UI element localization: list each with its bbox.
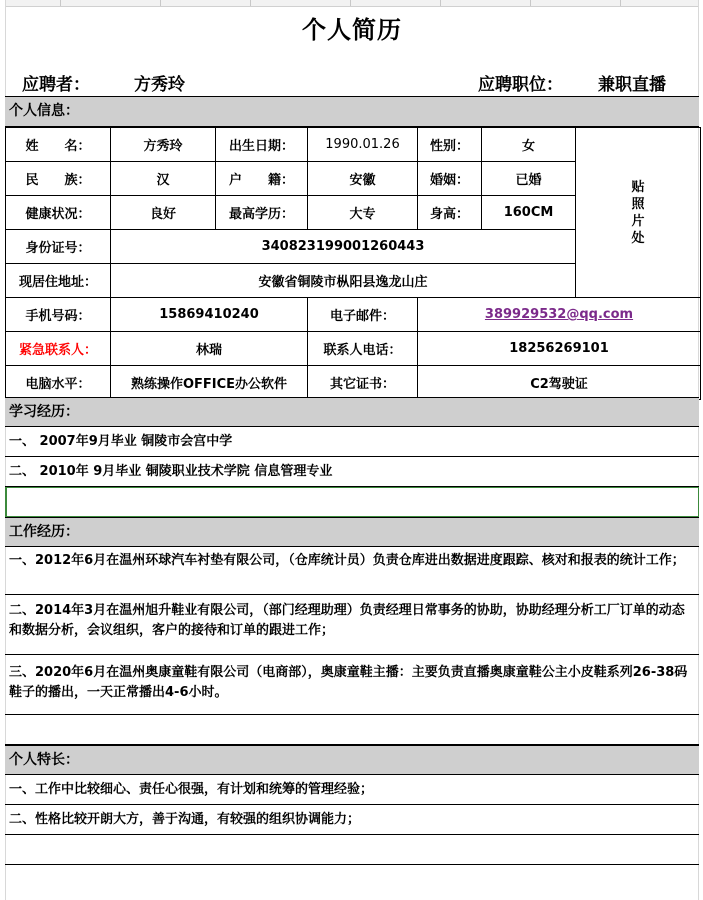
education-level-label: 最高学历： xyxy=(216,196,308,230)
education-item-1[interactable]: 一、 2007年9月毕业 铜陵市会宫中学 xyxy=(5,427,699,457)
id-label: 身份证号： xyxy=(6,230,111,264)
name-value[interactable]: 方秀玲 xyxy=(111,128,216,162)
computer-level-label: 电脑水平： xyxy=(6,366,111,400)
marital-value[interactable]: 已婚 xyxy=(482,162,576,196)
phone-label: 手机号码： xyxy=(6,298,111,332)
birth-value[interactable]: 1990.01.26 xyxy=(308,128,418,162)
gender-label: 性别： xyxy=(418,128,482,162)
page-title: 个人简历 xyxy=(302,15,402,44)
personal-info-table xyxy=(5,127,701,400)
emergency-contact-label: 紧急联系人： xyxy=(6,332,111,366)
skills-empty-row[interactable] xyxy=(5,835,699,865)
address-value[interactable]: 安徽省铜陵市枞阳县逸龙山庄 xyxy=(111,264,576,298)
id-value[interactable]: 340823199001260443 xyxy=(111,230,576,264)
gender-value[interactable]: 女 xyxy=(482,128,576,162)
education-item-2[interactable]: 二、 2010年 9月毕业 铜陵职业技术学院 信息管理专业 xyxy=(5,457,699,487)
section-education: 学习经历： xyxy=(5,397,699,427)
position-label: 应聘职位： xyxy=(478,75,563,95)
ethnic-value[interactable]: 汉 xyxy=(111,162,216,196)
contact-phone-label: 联系人电话： xyxy=(308,332,418,366)
height-value[interactable]: 160CM xyxy=(482,196,576,230)
health-value[interactable]: 良好 xyxy=(111,196,216,230)
applicant-label: 应聘者： xyxy=(22,75,90,95)
birth-label: 出生日期： xyxy=(216,128,308,162)
work-item-2[interactable]: 二、2014年3月在温州旭升鞋业有限公司，（部门经理助理）负责经理日常事务的协助，协助经理分析工厂订单的动态和数据分析，会议组织，客户的接待和订单的跟进工作； xyxy=(5,595,699,655)
contact-phone-value[interactable]: 18256269101 xyxy=(418,332,701,366)
certificate-value[interactable]: C2驾驶证 xyxy=(418,366,701,400)
skill-item-1[interactable]: 一、工作中比较细心、责任心很强，有计划和统筹的管理经验； xyxy=(5,775,699,805)
position-value[interactable]: 兼职直播 xyxy=(598,75,666,95)
selected-empty-cell[interactable] xyxy=(5,487,699,517)
ethnic-label: 民 族： xyxy=(6,162,111,196)
photo-placeholder-text: 贴照片处 xyxy=(631,179,645,246)
skill-item-2[interactable]: 二、性格比较开朗大方，善于沟通，有较强的组织协调能力； xyxy=(5,805,699,835)
email-label: 电子邮件： xyxy=(308,298,418,332)
photo-placeholder[interactable] xyxy=(576,128,701,298)
spreadsheet-column-header xyxy=(0,0,703,7)
section-personal-info: 个人信息： xyxy=(5,96,699,127)
education-level-value[interactable]: 大专 xyxy=(308,196,418,230)
work-item-1[interactable]: 一、2012年6月在温州环球汽车衬垫有限公司，（仓库统计员）负责仓库进出数据进度跟踪、核对和报表的统计工作； xyxy=(5,547,699,595)
address-label: 现居住地址： xyxy=(6,264,111,298)
work-empty-row[interactable] xyxy=(5,715,699,745)
marital-label: 婚姻： xyxy=(418,162,482,196)
section-skills: 个人特长： xyxy=(5,745,699,775)
computer-level-value[interactable]: 熟练操作OFFICE办公软件 xyxy=(111,366,308,400)
health-label: 健康状况： xyxy=(6,196,111,230)
email-link[interactable]: 389929532@qq.com xyxy=(418,298,701,332)
height-label: 身高： xyxy=(418,196,482,230)
name-label: 姓 名： xyxy=(6,128,111,162)
certificate-label: 其它证书： xyxy=(308,366,418,400)
applicant-name[interactable]: 方秀玲 xyxy=(134,75,185,95)
work-item-3[interactable]: 三、2020年6月在温州奥康童鞋有限公司（电商部），奥康童鞋主播：主要负责直播奥康童鞋公主小皮鞋系列26-38码鞋子的播出，一天正常播出4-6小时。 xyxy=(5,655,699,715)
household-value[interactable]: 安徽 xyxy=(308,162,418,196)
household-label: 户 籍： xyxy=(216,162,308,196)
section-work: 工作经历： xyxy=(5,517,699,547)
emergency-contact-value[interactable]: 林瑞 xyxy=(111,332,308,366)
phone-value[interactable]: 15869410240 xyxy=(111,298,308,332)
